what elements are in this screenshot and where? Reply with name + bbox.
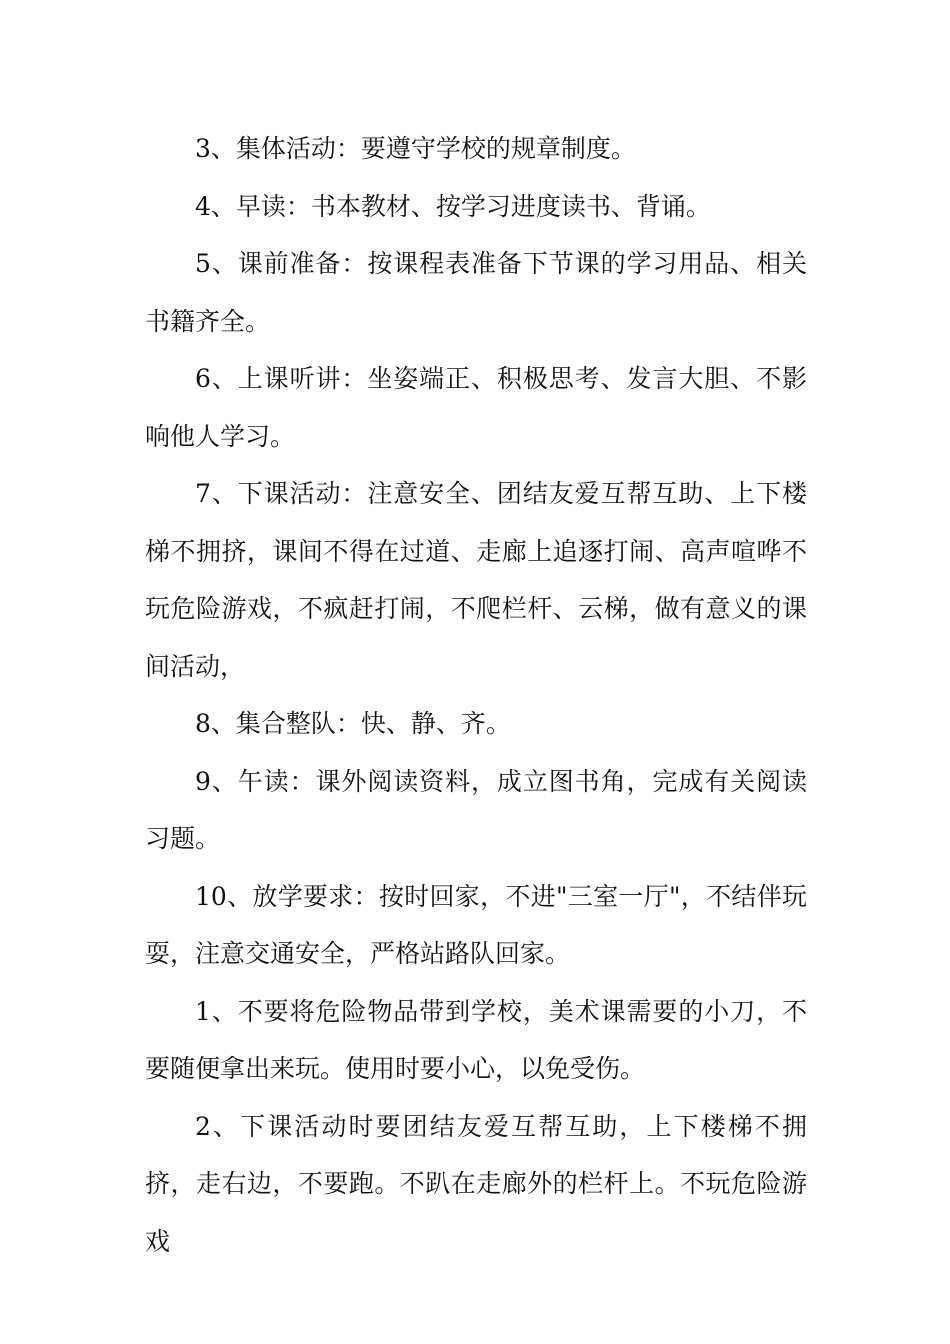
paragraph-safety-1: 1、不要将危险物品带到学校，美术课需要的小刀，不要随便拿出来玩。使用时要小心，以免受伤。 bbox=[145, 996, 807, 1083]
paragraph-safety-2: 2、下课活动时要团结友爱互帮互助，上下楼梯不拥挤，走右边，不要跑。不趴在走廊外的栏杆上。不玩危险游戏 bbox=[145, 1111, 807, 1256]
paragraph-rule-5: 5、课前准备：按课程表准备下节课的学习用品、相关书籍齐全。 bbox=[145, 249, 807, 336]
paragraph-rule-4: 4、早读：书本教材、按学习进度读书、背诵。 bbox=[195, 191, 711, 221]
paragraph-rule-6: 6、上课听讲：坐姿端正、积极思考、发言大胆、不影响他人学习。 bbox=[145, 364, 807, 451]
paragraph-rule-7: 7、下课活动：注意安全、团结友爱互帮互助、上下楼梯不拥挤，课间不得在过道、走廊上追逐打闹、高声喧哗不玩危险游戏，不疯赶打闹，不爬栏杆、云梯，做有意义的课间活动， bbox=[145, 479, 807, 681]
document-body bbox=[145, 120, 807, 1270]
paragraph-rule-9: 9、午读：课外阅读资料，成立图书角，完成有关阅读习题。 bbox=[145, 766, 807, 853]
paragraph-rule-10: 10、放学要求：按时回家，不进"三室一厅"，不结伴玩耍，注意交通安全，严格站路队回家。 bbox=[145, 881, 807, 968]
paragraph-rule-3: 3、集体活动：要遵守学校的规章制度。 bbox=[195, 134, 636, 163]
paragraph-rule-8: 8、集合整队：快、静、齐。 bbox=[195, 709, 511, 738]
